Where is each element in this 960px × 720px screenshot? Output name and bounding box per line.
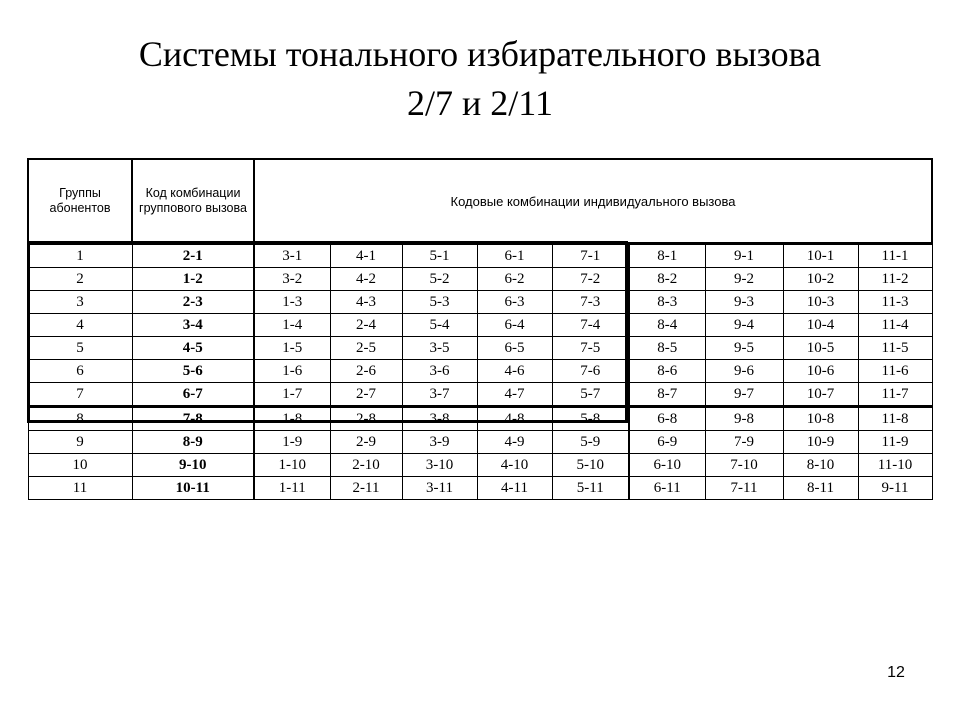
individual-code-cell: 11-6	[858, 360, 932, 383]
group-number-cell: 2	[28, 268, 132, 291]
individual-code-cell: 10-6	[783, 360, 858, 383]
individual-code-cell: 5-1	[402, 244, 477, 268]
individual-code-cell: 9-4	[705, 314, 783, 337]
individual-code-cell: 7-10	[705, 454, 783, 477]
individual-code-cell: 1-6	[254, 360, 330, 383]
individual-code-cell: 11-3	[858, 291, 932, 314]
individual-code-cell: 10-3	[783, 291, 858, 314]
individual-code-cell: 8-5	[629, 337, 705, 360]
individual-code-cell: 2-5	[330, 337, 402, 360]
individual-code-cell: 7-6	[552, 360, 629, 383]
individual-code-cell: 2-11	[330, 477, 402, 500]
individual-code-cell: 9-5	[705, 337, 783, 360]
individual-code-cell: 6-11	[629, 477, 705, 500]
individual-code-cell: 3-5	[402, 337, 477, 360]
individual-code-cell: 10-7	[783, 383, 858, 407]
group-code-cell: 2-3	[132, 291, 254, 314]
individual-code-cell: 4-2	[330, 268, 402, 291]
individual-code-cell: 3-8	[402, 407, 477, 431]
code-combinations-table	[27, 158, 933, 500]
table-row	[28, 477, 932, 500]
group-number-cell: 5	[28, 337, 132, 360]
individual-code-cell: 10-8	[783, 407, 858, 431]
group-code-cell: 4-5	[132, 337, 254, 360]
group-number-cell: 7	[28, 383, 132, 407]
individual-code-cell: 1-5	[254, 337, 330, 360]
table-row	[28, 268, 932, 291]
individual-code-cell: 1-9	[254, 431, 330, 454]
table-row	[28, 360, 932, 383]
individual-code-cell: 5-2	[402, 268, 477, 291]
individual-code-cell: 1-8	[254, 407, 330, 431]
individual-code-cell: 10-9	[783, 431, 858, 454]
table-row	[28, 291, 932, 314]
group-code-cell: 2-1	[132, 244, 254, 268]
individual-code-cell: 9-7	[705, 383, 783, 407]
group-code-cell: 10-11	[132, 477, 254, 500]
individual-code-cell: 4-9	[477, 431, 552, 454]
individual-code-cell: 3-2	[254, 268, 330, 291]
group-number-cell: 6	[28, 360, 132, 383]
slide-title	[0, 30, 960, 128]
individual-code-cell: 4-3	[330, 291, 402, 314]
individual-code-cell: 5-11	[552, 477, 629, 500]
individual-code-cell: 3-10	[402, 454, 477, 477]
table-row	[28, 454, 932, 477]
table-header-row	[28, 159, 932, 244]
individual-code-cell: 5-9	[552, 431, 629, 454]
individual-code-cell: 10-1	[783, 244, 858, 268]
table-row	[28, 431, 932, 454]
individual-code-cell: 5-4	[402, 314, 477, 337]
table-body	[28, 244, 932, 500]
individual-code-cell: 2-10	[330, 454, 402, 477]
group-code-cell: 9-10	[132, 454, 254, 477]
individual-code-cell: 5-8	[552, 407, 629, 431]
individual-code-cell: 2-7	[330, 383, 402, 407]
individual-code-cell: 9-11	[858, 477, 932, 500]
header-group: Группы абонентов	[28, 159, 132, 244]
table-row	[28, 244, 932, 268]
individual-code-cell: 4-11	[477, 477, 552, 500]
individual-code-cell: 6-5	[477, 337, 552, 360]
individual-code-cell: 11-2	[858, 268, 932, 291]
individual-code-cell: 4-10	[477, 454, 552, 477]
individual-code-cell: 7-3	[552, 291, 629, 314]
group-number-cell: 3	[28, 291, 132, 314]
individual-code-cell: 1-3	[254, 291, 330, 314]
individual-code-cell: 10-4	[783, 314, 858, 337]
individual-code-cell: 3-7	[402, 383, 477, 407]
individual-code-cell: 4-6	[477, 360, 552, 383]
individual-code-cell: 8-1	[629, 244, 705, 268]
group-number-cell: 1	[28, 244, 132, 268]
individual-code-cell: 6-1	[477, 244, 552, 268]
individual-code-cell: 10-5	[783, 337, 858, 360]
individual-code-cell: 1-11	[254, 477, 330, 500]
individual-code-cell: 5-10	[552, 454, 629, 477]
slide-title-line-1: Системы тонального избирательного вызова	[138, 34, 822, 74]
individual-code-cell: 4-7	[477, 383, 552, 407]
group-code-cell: 1-2	[132, 268, 254, 291]
individual-code-cell: 8-2	[629, 268, 705, 291]
individual-code-cell: 2-4	[330, 314, 402, 337]
individual-code-cell: 6-8	[629, 407, 705, 431]
individual-code-cell: 7-11	[705, 477, 783, 500]
individual-code-cell: 6-9	[629, 431, 705, 454]
individual-code-cell: 2-9	[330, 431, 402, 454]
group-number-cell: 9	[28, 431, 132, 454]
individual-code-cell: 4-1	[330, 244, 402, 268]
individual-code-cell: 4-8	[477, 407, 552, 431]
individual-code-cell: 3-1	[254, 244, 330, 268]
individual-code-cell: 8-6	[629, 360, 705, 383]
group-number-cell: 10	[28, 454, 132, 477]
individual-code-cell: 9-3	[705, 291, 783, 314]
individual-code-cell: 11-10	[858, 454, 932, 477]
individual-code-cell: 5-3	[402, 291, 477, 314]
individual-code-cell: 9-2	[705, 268, 783, 291]
table-row	[28, 314, 932, 337]
individual-code-cell: 11-4	[858, 314, 932, 337]
individual-code-cell: 9-1	[705, 244, 783, 268]
group-code-cell: 3-4	[132, 314, 254, 337]
header-individual-codes: Кодовые комбинации индивидуального вызова	[254, 159, 932, 244]
individual-code-cell: 6-3	[477, 291, 552, 314]
individual-code-cell: 10-2	[783, 268, 858, 291]
individual-code-cell: 7-1	[552, 244, 629, 268]
individual-code-cell: 8-3	[629, 291, 705, 314]
individual-code-cell: 5-7	[552, 383, 629, 407]
individual-code-cell: 6-2	[477, 268, 552, 291]
individual-code-cell: 1-10	[254, 454, 330, 477]
individual-code-cell: 7-5	[552, 337, 629, 360]
table-row	[28, 407, 932, 431]
individual-code-cell: 1-4	[254, 314, 330, 337]
group-code-cell: 8-9	[132, 431, 254, 454]
slide-number: 12	[887, 664, 905, 681]
table-row	[28, 337, 932, 360]
individual-code-cell: 6-10	[629, 454, 705, 477]
group-number-cell: 11	[28, 477, 132, 500]
individual-code-cell: 8-10	[783, 454, 858, 477]
individual-code-cell: 11-9	[858, 431, 932, 454]
individual-code-cell: 3-9	[402, 431, 477, 454]
individual-code-cell: 3-11	[402, 477, 477, 500]
slide-title-line-2: 2/7 и 2/11	[407, 83, 553, 123]
group-code-cell: 7-8	[132, 407, 254, 431]
individual-code-cell: 6-4	[477, 314, 552, 337]
individual-code-cell: 7-2	[552, 268, 629, 291]
group-number-cell: 4	[28, 314, 132, 337]
table-row	[28, 383, 932, 407]
individual-code-cell: 2-6	[330, 360, 402, 383]
individual-code-cell: 8-11	[783, 477, 858, 500]
group-number-cell: 8	[28, 407, 132, 431]
individual-code-cell: 8-4	[629, 314, 705, 337]
individual-code-cell: 11-7	[858, 383, 932, 407]
group-code-cell: 6-7	[132, 383, 254, 407]
individual-code-cell: 1-7	[254, 383, 330, 407]
individual-code-cell: 9-6	[705, 360, 783, 383]
group-code-cell: 5-6	[132, 360, 254, 383]
individual-code-cell: 11-5	[858, 337, 932, 360]
individual-code-cell: 8-7	[629, 383, 705, 407]
individual-code-cell: 11-8	[858, 407, 932, 431]
individual-code-cell: 3-6	[402, 360, 477, 383]
individual-code-cell: 9-8	[705, 407, 783, 431]
individual-code-cell: 11-1	[858, 244, 932, 268]
header-group-code: Код комбинации группового вызова	[132, 159, 254, 244]
individual-code-cell: 2-8	[330, 407, 402, 431]
individual-code-cell: 7-4	[552, 314, 629, 337]
individual-code-cell: 7-9	[705, 431, 783, 454]
